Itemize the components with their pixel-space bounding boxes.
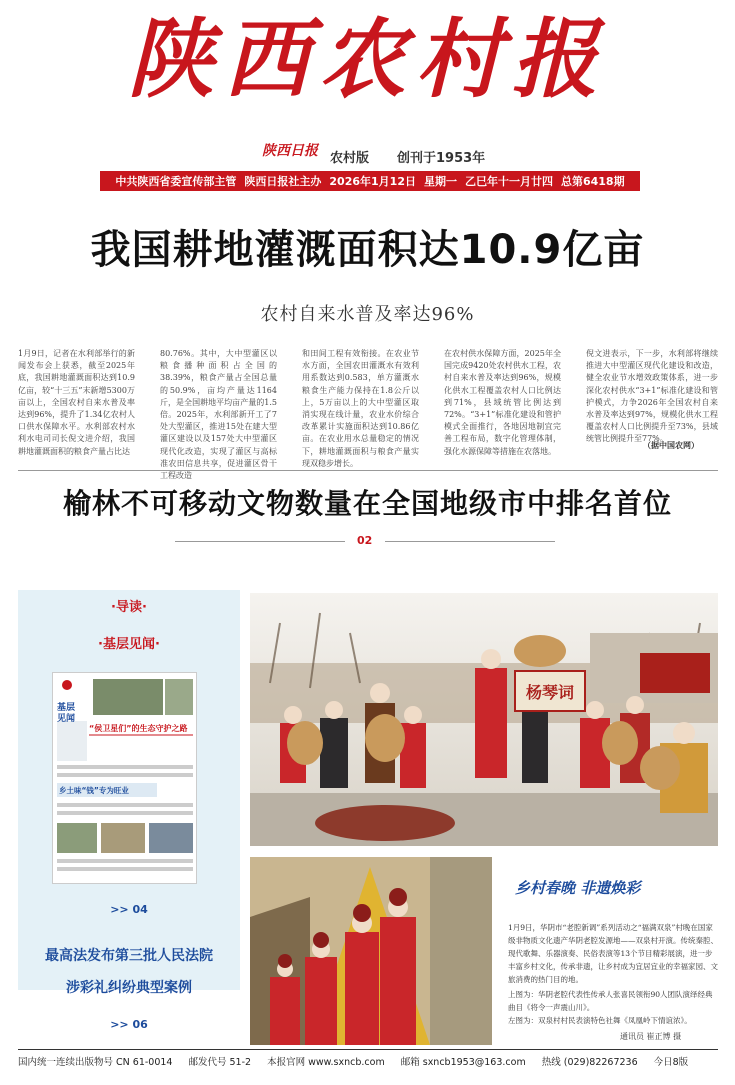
edition-label: 农村版 bbox=[330, 151, 370, 166]
thumbnail-headline: 乡土味“钱”专为旺业 bbox=[59, 786, 129, 795]
photo-caption bbox=[508, 921, 718, 1027]
performance-photo bbox=[250, 593, 718, 846]
lead-source: （据中国农网） bbox=[643, 441, 699, 450]
photo-caption-title: 乡村春晚 非遗焕彩 bbox=[515, 879, 641, 897]
brief-page-ref[interactable]: >> 06 bbox=[110, 1018, 148, 1031]
lead-column: 1月9日，记者在水利部举行的新闻发布会上获悉，截至2025年底，我国耕地灌溉面积达到10.9亿亩，较“十三五”末新增5300万亩以上，全国农村自来水普及率达到96%，提升了1.34亿农村人口供水保障水平。水利部农村水利水电司司长倪文进介绍，我国耕地灌溉面积的粮食产量占比达 bbox=[18, 349, 135, 456]
page-thumbnail[interactable] bbox=[52, 672, 197, 884]
footer-email[interactable]: 邮箱 sxncb1953@163.com bbox=[400, 1057, 526, 1068]
dance-photo bbox=[250, 857, 492, 1045]
footer-rule bbox=[18, 1049, 718, 1050]
infobar-item: 星期一 bbox=[423, 175, 457, 188]
sub-logo: 陕西日报 bbox=[262, 143, 318, 159]
dance-photo-graphic bbox=[250, 857, 492, 1045]
second-headline: 榆林不可移动文物数量在全国地级市中排名首位 bbox=[62, 487, 672, 520]
founded-label: 创刊于1953年 bbox=[397, 151, 486, 166]
brief-headline-line: 最高法发布第三批人民法院 bbox=[45, 948, 213, 964]
footer bbox=[18, 1054, 718, 1068]
caption-paragraph: 上图为：华阴老腔代表性传承人张喜民领衔90人团队演绎经典曲目《将令一声震山川》。 bbox=[508, 990, 713, 1012]
guide-page-ref[interactable]: >> 04 bbox=[110, 903, 148, 916]
footer-item: 今日8版 bbox=[653, 1057, 689, 1068]
lead-column: 80.76%。其中，大中型灌区以粮食播种面积占全国的38.39%，粮食产量占全国总量的50.9%，亩均产量达1164斤，是全国耕地平均亩产量的1.5倍。2025年，水利部新开工了7处大型灌区，推进15处在建大型灌区建设以及157处大中型灌区现代化改造，实现了灌区与高标准农田信息共享，促进灌区骨干工程改造 bbox=[160, 349, 277, 481]
lead-headline: 我国耕地灌溉面积达10.9亿亩 bbox=[90, 227, 645, 273]
footer-item: 热线 (029)82267236 bbox=[541, 1057, 638, 1068]
lead-column: 倪文进表示，下一步，水利部将继续推进大中型灌区现代化建设和改造，健全农业节水增效政策体系，进一步深化农村供水“3+1”标准化建设和管护模式，力争2026年全国农村自来水普及率达到97%，规模化供水工程覆盖农村人口比例提升至73%，县域统管比例提升至77%。 bbox=[586, 349, 718, 444]
brief-headline-line: 涉彩礼纠纷典型案例 bbox=[66, 980, 192, 996]
masthead-title: 陕西农村报 bbox=[127, 9, 608, 110]
guide-section-label: ·基层见闻· bbox=[98, 637, 160, 652]
divider bbox=[18, 470, 718, 471]
infobar-item: 陕西日报社主办 bbox=[244, 175, 322, 188]
lead-column: 和田间工程有效衔接。在农业节水方面，全国农田灌溉水有效利用系数达到0.583，单方灌溉水粮食生产能力保持在1.8公斤以上，5万亩以上的大中型灌区取消实现在线计量，农业水价综合改革累计实施面积达到10.86亿亩。在农业用水总量稳定的情况下，耕地灌溉面积与粮食产量实现双稳步增长。 bbox=[302, 349, 419, 468]
footer-item: 邮发代号 51-2 bbox=[188, 1057, 252, 1068]
infobar-item: 中共陕西省委宣传部主管 bbox=[115, 175, 237, 188]
infobar-item: 总第6418期 bbox=[560, 175, 625, 188]
guide-label: ·导读· bbox=[111, 600, 147, 615]
footer-item: 国内统一连续出版物号 CN 61-0014 bbox=[18, 1057, 173, 1068]
performance-sign: 杨琴词 bbox=[525, 683, 575, 702]
lead-column: 在农村供水保障方面，2025年全国完成9420处农村供水工程，农村自来水普及率达到96%，规模化供水工程覆盖农村人口比例达到71%，县域统管比例达到72%。“3+1”标准化建设和管护模式全面推行，各地因地制宜完善工程布局，数字化管理体制，强化水源保障等措施在农落地。 bbox=[444, 349, 561, 456]
footer-website[interactable]: 本报官网 www.sxncb.com bbox=[267, 1057, 385, 1068]
performance-photo-graphic bbox=[250, 593, 718, 846]
caption-paragraph: 1月9日，华阴市“老腔新调”系列活动之“福满双泉”村晚在国家级非物质文化遗产华阴老腔发源地——双泉村开演。传统秦腔、现代歌舞、乐器演奏、民俗表演等13个节目精彩展演，进一步丰富乡村文化，传承非遗，让乡村成为宜居宜业的幸福家园、文旅消费的热门目的地。 bbox=[508, 923, 718, 984]
divider bbox=[175, 541, 345, 542]
photo-credit: 通讯员 崔正博 摄 bbox=[620, 1032, 682, 1041]
thumbnail-section: 基层见闻 bbox=[57, 703, 76, 724]
caption-paragraph: 左图为：双泉村村民表演特色社舞《凤凰岭下情谊浓》。 bbox=[508, 1016, 692, 1025]
infobar-item: 乙巳年十一月廿四 bbox=[464, 175, 553, 188]
thumbnail-headline: “侯卫星们”的生态守护之路 bbox=[89, 724, 188, 733]
second-page-ref[interactable]: 02 bbox=[357, 534, 373, 547]
infobar-item: 2026年1月12日 bbox=[329, 175, 416, 188]
lead-subhead: 农村自来水普及率达96% bbox=[260, 304, 475, 325]
masthead-infobar bbox=[100, 171, 640, 191]
divider bbox=[385, 541, 555, 542]
